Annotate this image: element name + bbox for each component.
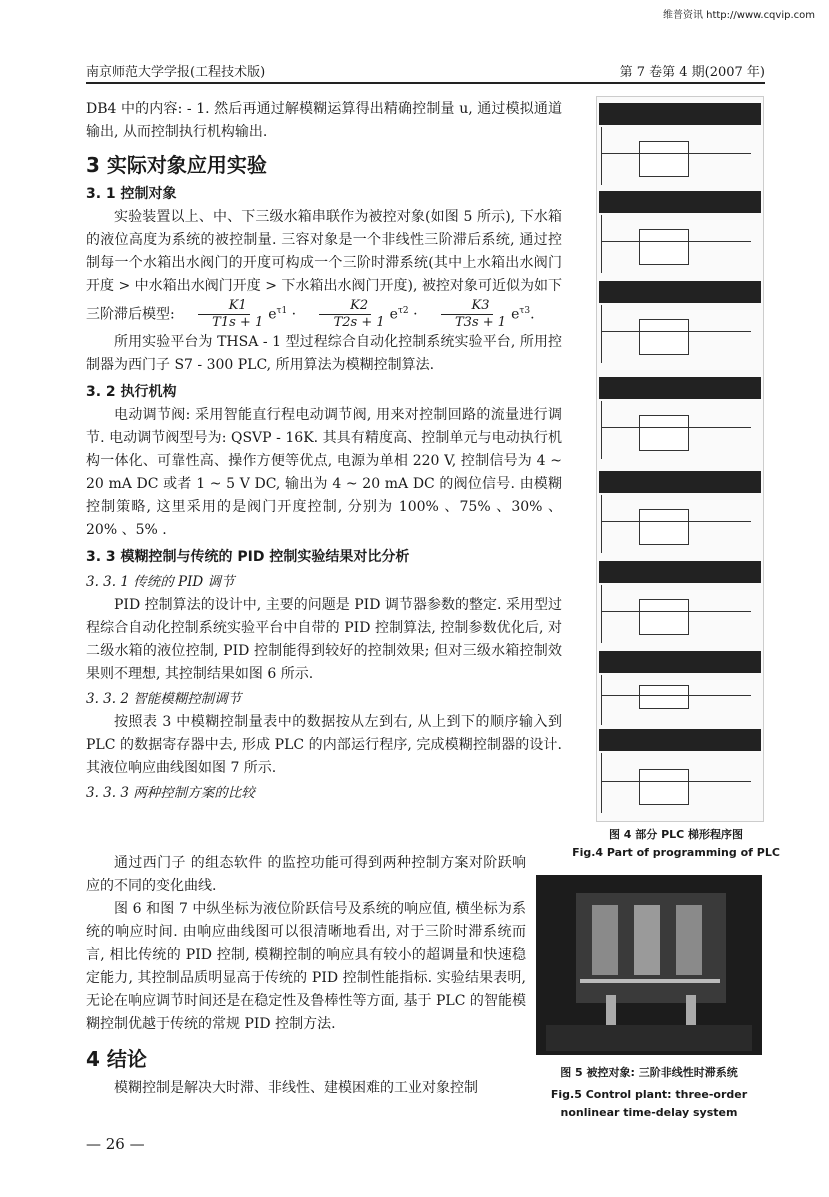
paragraph-3-3-3-a: 通过西门子 的组态软件 的监控功能可得到两种控制方案对阶跃响应的不同的变化曲线. (86, 855, 526, 894)
fig4-caption-en: Fig.4 Part of programming of PLC (572, 846, 780, 859)
main-column (86, 98, 562, 805)
plant-photo (536, 875, 762, 1055)
issue-info: 第 7 卷第 4 期(2007 年) (619, 65, 765, 80)
model-term-2: $\frac{K2}{T2s + 1}$ (303, 298, 388, 331)
ladder-network (597, 279, 763, 303)
section-3-3-1-title: 3. 3. 1 传统的 PID 调节 (86, 574, 235, 590)
ladder-network (597, 101, 763, 125)
section-3-3-title: 3. 3 模糊控制与传统的 PID 控制实验结果对比分析 (86, 549, 410, 565)
ladder-network (597, 727, 763, 751)
paragraph-4: 模糊控制是解决大时滞、非线性、建模困难的工业对象控制 (114, 1080, 478, 1096)
paragraph-3-3-3-b: 图 6 和图 7 中纵坐标为液位阶跃信号及系统的响应值, 横坐标为系统的响应时间. 由响应曲线图可以很清晰地看出, 对于三阶时滞系统而言, 相比传统的 PID 控制, 模糊控制的响应具有较小的超调量和快速稳定能力, 其控制品质明显高于传统的 PID 控制性能指标. 实验结果表明, 无论在响应调节时间还是在稳定性及鲁棒性等方面, 基于 PLC 的智能模糊控制优越于传统的常规 PID 控制方法. (86, 901, 526, 1032)
section-4-title: 4 结论 (86, 1047, 147, 1071)
ladder-network (597, 189, 763, 213)
plant-photo-drawing (536, 875, 762, 1055)
paragraph-3-3-2: 按照表 3 中模糊控制量表中的数据按从左到右, 从上到下的顺序输入到 PLC 的数据寄存器中去, 形成 PLC 的内部运行程序, 完成模糊控制器的设计. 其液位响应曲线图如图 7 所示. (86, 714, 562, 776)
model-term-1: $\frac{K1}{T1s + 1}$ (181, 298, 266, 331)
ladder-network (597, 559, 763, 583)
model-term-3: $\frac{K3}{T3s + 1}$ (424, 298, 509, 331)
ladder-network (597, 469, 763, 493)
paragraph-3-2: 电动调节阀: 采用智能直行程电动调节阀, 用来对控制回路的流量进行调节. 电动调节阀型号为: QSVP - 16K. 其具有精度高、控制单元与电动执行机构一体化、可靠性高、操作方便等优点, 电源为单相 220 V, 控制信号为 4 ~ 20 mA DC 或者 1 ~ 5 V DC, 输出为 4 ~ 20 mA DC 的阀位信号. 由模糊控制策略, 这里采用的是阀门开度控制, 分别为 100% 、75% 、30% 、20% 、5% . (86, 407, 562, 538)
paragraph-3-1-a: 实验装置以上、中、下三级水箱串联作为被控对象(如图 5 所示), 下水箱的液位高度为系统的被控制量. 三容对象是一个非线性三阶滞后系统, 通过控制每一个水箱出水阀门的开度可构成一个三阶时滞系统(其中上水箱出水阀门开度 > 中水箱出水阀门开度 > 下水箱出水阀门开度), 被控对象可近似为如下三阶滞后模型: $\frac{K1}{T1s + 1}$ $e^{\tau 1}$ · $\frac{K2}{T2s + 1}$ $e^{\tau 2}$ · $\frac{K3}{T3s + 1}$ $e^{\tau 3}$. (86, 209, 562, 330)
running-header (86, 58, 765, 84)
page-number: — 26 — (86, 1135, 145, 1153)
ladder-network (597, 649, 763, 673)
paragraph-3-3-1: PID 控制算法的设计中, 主要的问题是 PID 调节器参数的整定. 采用型过程综合自动化控制系统实验平台中自带的 PID 控制算法, 控制参数优化后, 对二级水箱的液位控制, PID 控制能得到较好的控制效果; 但对三级水箱控制效果则不理想, 其控制结果如图 6 所示. (86, 597, 562, 682)
section-3-1-title: 3. 1 控制对象 (86, 186, 177, 202)
watermark: 维普资讯 http://www.cqvip.com (662, 10, 815, 21)
plc-ladder-figure (596, 96, 764, 822)
fig5-caption-en: Fig.5 Control plant: three-order nonlinear time-delay system (550, 1088, 748, 1119)
intro-paragraph: DB4 中的内容: - 1. 然后再通过解模糊运算得出精确控制量 u, 通过模拟通道输出, 从而控制执行机构输出. (86, 101, 562, 140)
section-3-2-title: 3. 2 执行机构 (86, 384, 177, 400)
fig5-caption-cn: 图 5 被控对象: 三阶非线性时滞系统 (560, 1066, 738, 1079)
fig4-caption-cn: 图 4 部分 PLC 梯形程序图 (608, 828, 744, 841)
section-3-3-3-title: 3. 3. 3 两种控制方案的比较 (86, 785, 255, 801)
section-3-3-2-title: 3. 3. 2 智能模糊控制调节 (86, 691, 242, 707)
lower-left-column (86, 852, 526, 1100)
section-3-title: 3 实际对象应用实验 (86, 153, 267, 177)
ladder-network (597, 375, 763, 399)
paragraph-3-1-b: 所用实验平台为 THSA - 1 型过程综合自动化控制系统实验平台, 所用控制器为西门子 S7 - 300 PLC, 所用算法为模糊控制算法. (86, 334, 562, 373)
journal-name: 南京师范大学学报(工程技术版) (86, 65, 266, 80)
